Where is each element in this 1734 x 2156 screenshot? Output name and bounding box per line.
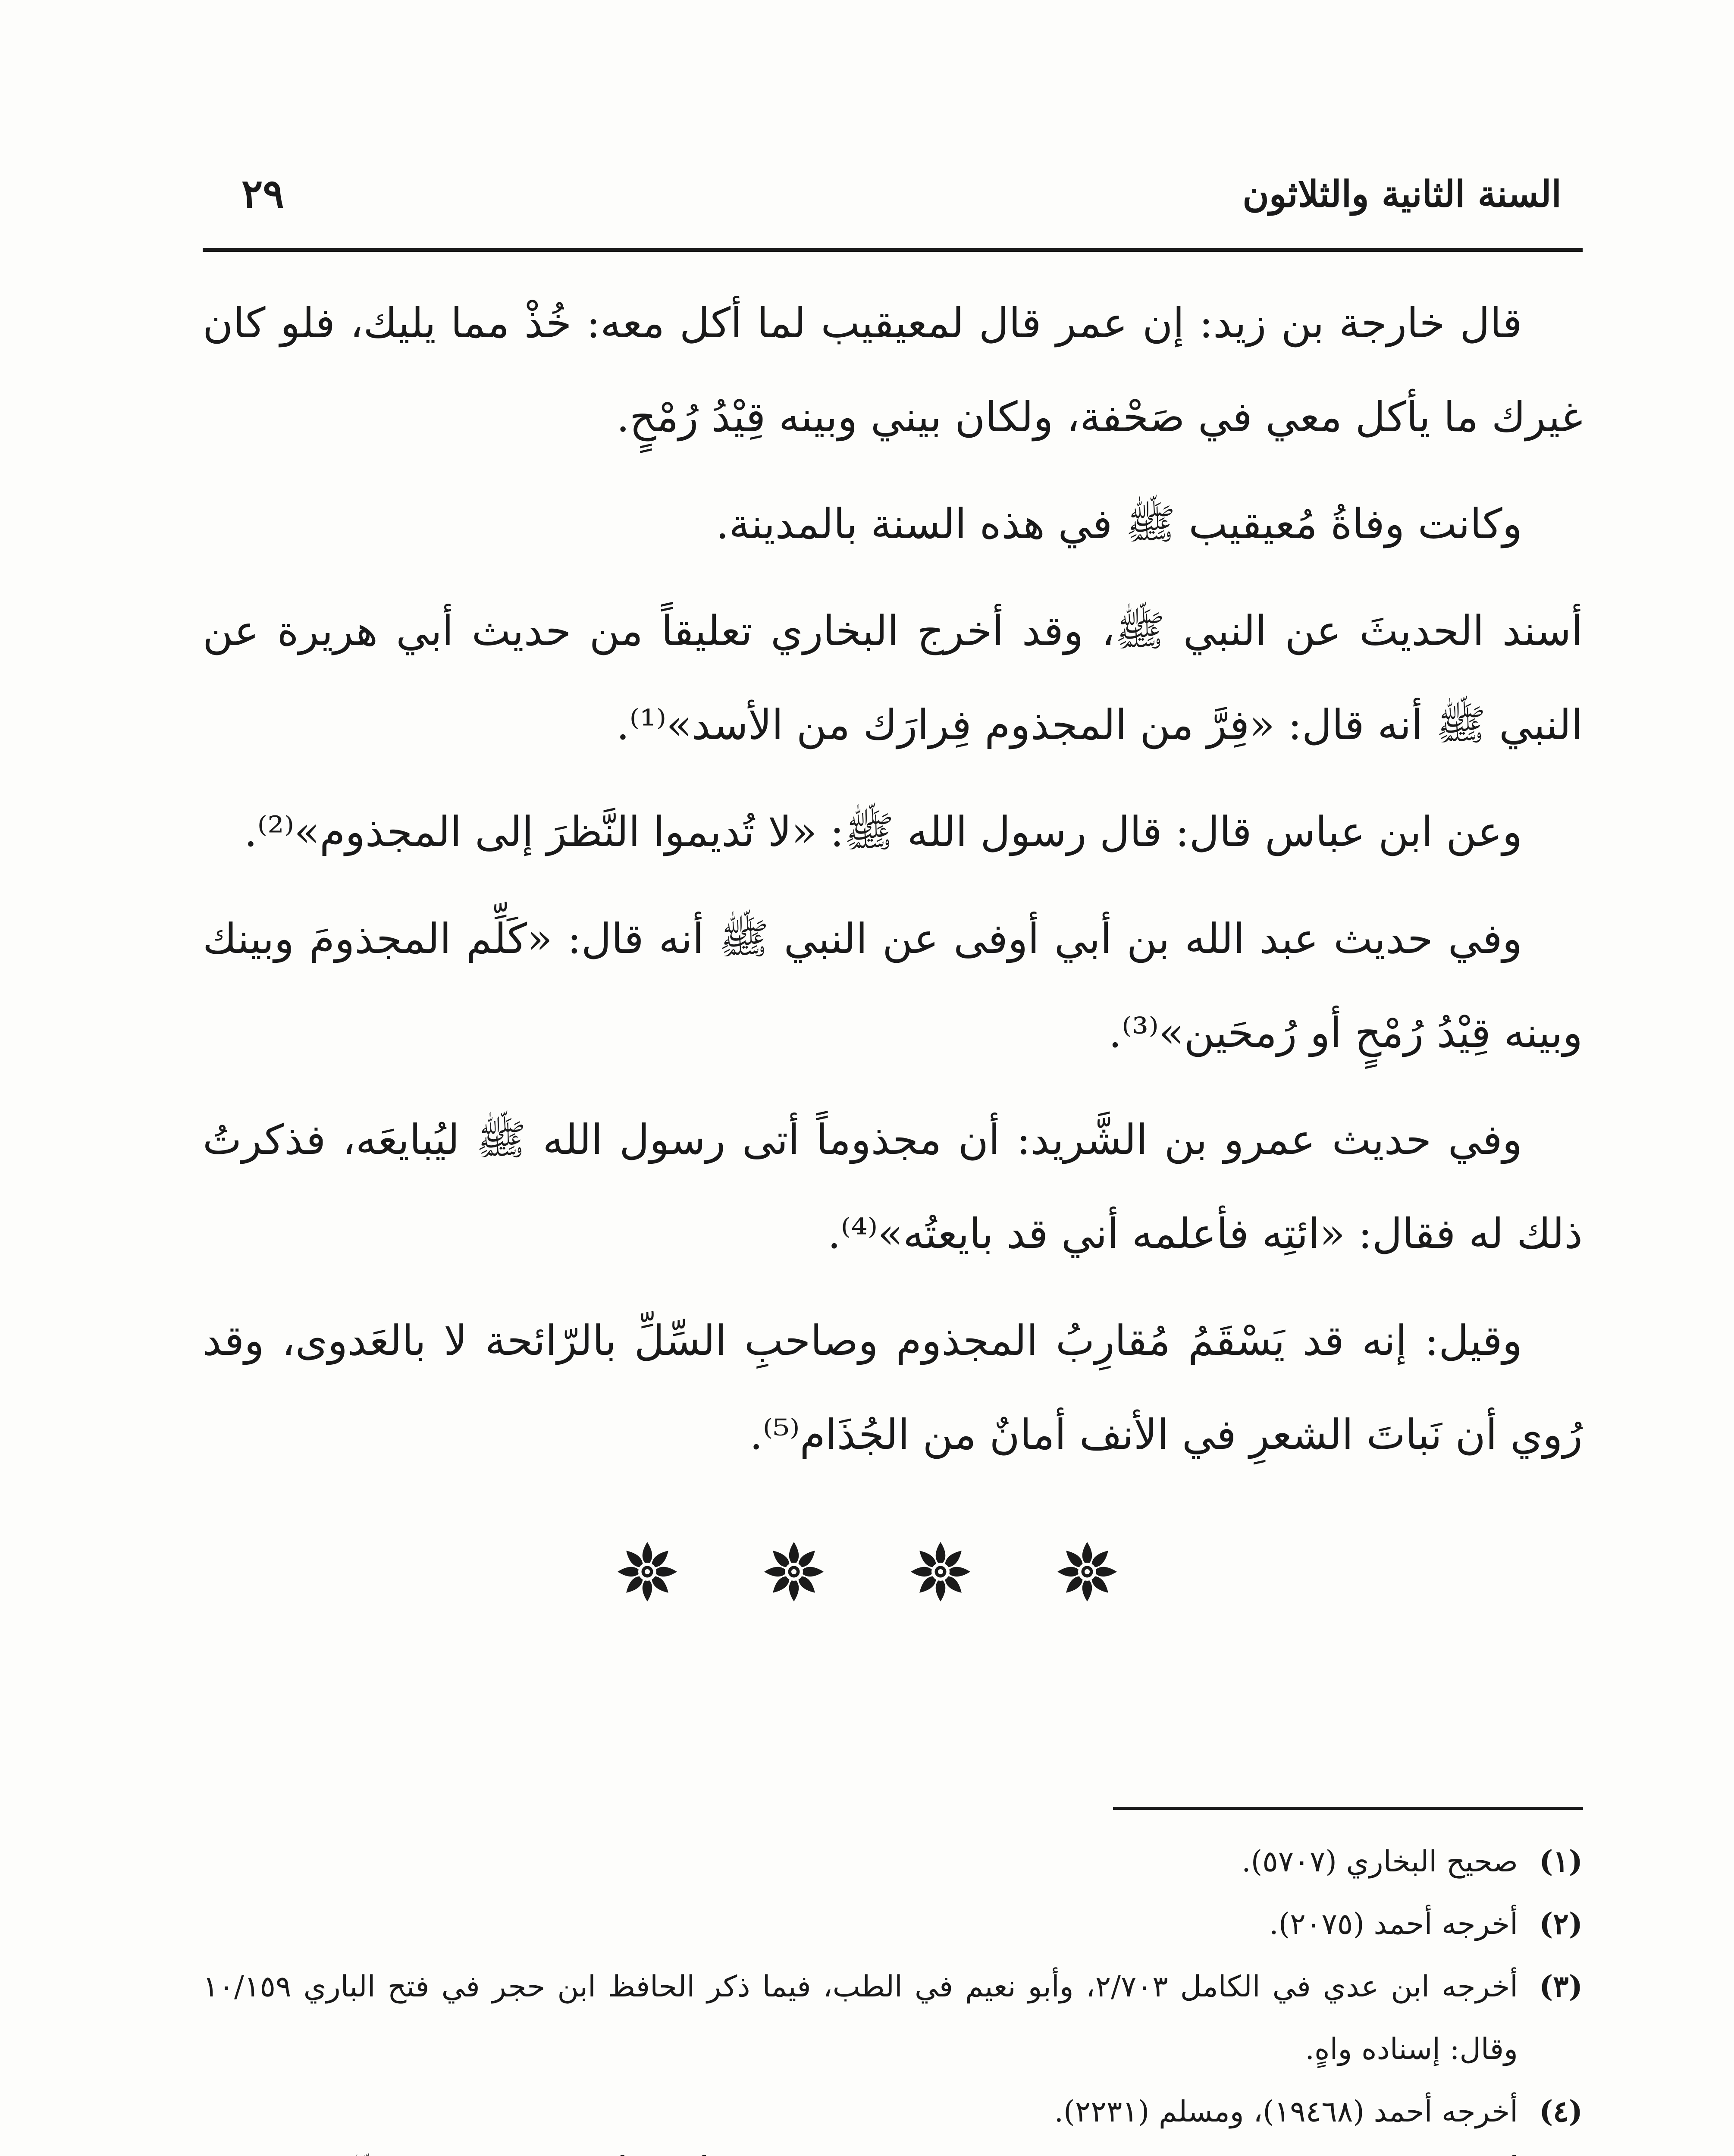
footnote-number: (٤) — [1539, 2094, 1583, 2129]
paragraph: وقيل: إنه قد يَسْقَمُ مُقارِبُ المجذوم وصاحبِ السِّلِّ بالرّائحة لا بالعَدوى، وقد رُوي أن نَباتَ الشعرِ في الأنف أمانٌ من الجُذَام⁽⁵⁾. — [203, 1316, 1583, 1459]
header-divider — [203, 248, 1583, 252]
main-text — [203, 276, 1583, 1495]
footnote-number: (١) — [1539, 1844, 1583, 1879]
footnote — [203, 2081, 1583, 2143]
running-header-title: السنة الثانية والثلاثون — [1242, 172, 1562, 215]
paragraph: أسند الحديثَ عن النبي ﷺ، وقد أخرج البخاري تعليقاً من حديث أبي هريرة عن النبي ﷺ أنه قال: «فِرَّ من المجذوم فِرارَك من الأسد»⁽¹⁾. — [203, 607, 1583, 749]
footnote — [203, 2143, 1583, 2156]
footnote-divider — [1113, 1807, 1583, 1810]
paragraph: قال خارجة بن زيد: إن عمر قال لمعيقيب لما أكل معه: خُذْ مما يليك، فلو كان غيرك ما يأكل معي في صَحْفة، ولكان بيني وبينه قِيْدُ رُمْحٍ. — [203, 299, 1583, 441]
paragraph: وكانت وفاةُ مُعيقيب ﷺ في هذه السنة بالمدينة. — [715, 500, 1522, 548]
footnote-text: أخرجه أحمد (١٩٤٦٨)، ومسلم (٢٢٣١). — [1054, 2095, 1518, 2129]
footnotes — [203, 1830, 1583, 2156]
page-number: ٢٩ — [241, 170, 284, 217]
section-divider-ornaments — [0, 1539, 1734, 1604]
paragraph: وعن ابن عباس قال: قال رسول الله ﷺ: «لا تُديموا النَّظرَ إلى المجذوم»⁽²⁾. — [244, 808, 1522, 856]
flower-ornament-icon — [615, 1539, 680, 1604]
footnote-number: (٢) — [1539, 1907, 1583, 1941]
footnote — [203, 1893, 1583, 1955]
flower-ornament-icon — [762, 1539, 826, 1604]
flower-ornament-icon — [1055, 1539, 1119, 1604]
footnote-number — [1539, 2143, 1583, 2156]
footnote-text: أخرجه أحمد (٢٠٧٥). — [1269, 1907, 1518, 1941]
footnote-text: أخرجه ابن عدي في الكامل ٢/٧٠٣، وأبو نعيم في الطب، فيما ذكر الحافظ ابن حجر في فتح الباري ١٠/١٥٩ وقال: إسناده واهٍ. — [203, 1970, 1518, 2066]
footnote — [203, 1830, 1583, 1893]
footnote-number: (٣) — [1539, 1969, 1583, 2004]
flower-ornament-icon — [908, 1539, 973, 1604]
footnote-text: صحيح البخاري (٥٧٠٧). — [1242, 1845, 1518, 1879]
paragraph: وفي حديث عبد الله بن أبي أوفى عن النبي ﷺ أنه قال: «كَلِّم المجذومَ وبينك وبينه قِيْدُ رُمْحٍ أو رُمحَين»⁽³⁾. — [203, 915, 1583, 1057]
footnote — [203, 1955, 1583, 2081]
paragraph: وفي حديث عمرو بن الشَّريد: أن مجذوماً أتى رسول الله ﷺ ليُبايعَه، فذكرتُ ذلك له فقال: «ائتِه فأعلمه أني قد بايعتُه»⁽⁴⁾. — [203, 1116, 1583, 1258]
